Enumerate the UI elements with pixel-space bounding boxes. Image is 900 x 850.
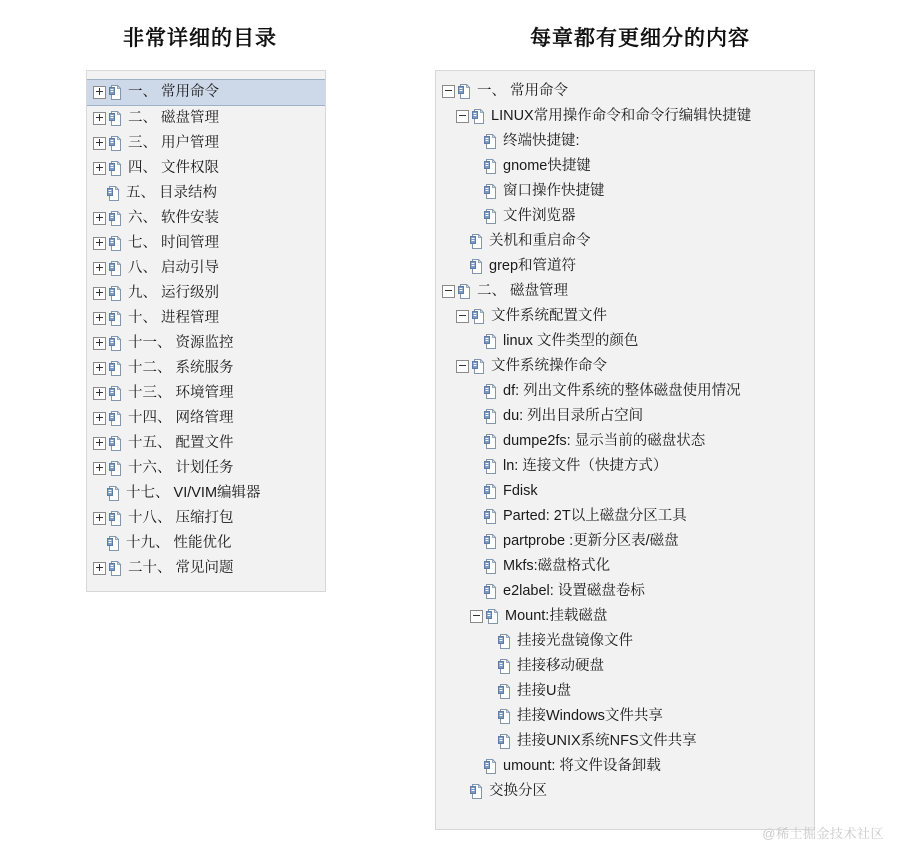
tree-node-label: 关机和重启命令 [489, 233, 591, 249]
tree-node-label: 二、 磁盘管理 [128, 110, 220, 126]
tree-node[interactable] [93, 106, 319, 131]
tree-node[interactable] [442, 654, 808, 679]
document-icon [484, 534, 497, 549]
tree-node-label: 文件浏览器 [503, 208, 576, 224]
tree-node-label: LINUX常用操作命令和命令行编辑快捷键 [491, 108, 752, 124]
expander-placeholder [93, 538, 104, 549]
tree-node[interactable] [442, 629, 808, 654]
collapse-minus-icon[interactable] [442, 285, 455, 298]
tree-node-label: 终端快捷键: [503, 133, 580, 149]
collapse-minus-icon[interactable] [456, 110, 469, 123]
document-icon [109, 161, 122, 176]
document-icon [484, 134, 497, 149]
document-icon [470, 259, 483, 274]
expander-placeholder [484, 711, 495, 722]
tree-node-label: Mkfs:磁盘格式化 [503, 558, 611, 574]
tree-node[interactable] [93, 256, 319, 281]
tree-node[interactable] [442, 229, 808, 254]
collapse-minus-icon[interactable] [442, 85, 455, 98]
tree-node[interactable] [442, 529, 808, 554]
expand-plus-icon[interactable] [93, 437, 106, 450]
document-icon [470, 784, 483, 799]
document-icon [484, 759, 497, 774]
tree-node[interactable] [442, 254, 808, 279]
document-icon [498, 634, 511, 649]
document-icon [484, 434, 497, 449]
expander-placeholder [470, 536, 481, 547]
tree-node-label: 十二、 系统服务 [128, 360, 234, 376]
document-icon [107, 486, 120, 501]
tree-node[interactable] [93, 206, 319, 231]
document-icon [498, 709, 511, 724]
tree-node-label: Fdisk [503, 483, 538, 499]
document-icon [472, 359, 485, 374]
tree-node[interactable] [442, 729, 808, 754]
expand-plus-icon[interactable] [93, 362, 106, 375]
tree-node-label: 交换分区 [489, 783, 547, 799]
tree-node-label: 挂接光盘镜像文件 [517, 633, 633, 649]
expand-plus-icon[interactable] [93, 312, 106, 325]
document-icon [484, 509, 497, 524]
tree-node-label: du: 列出目录所占空间 [503, 408, 644, 424]
tree-node-label: 十四、 网络管理 [128, 410, 234, 426]
document-icon [107, 186, 120, 201]
tree-node-label: Parted: 2T以上磁盘分区工具 [503, 508, 687, 524]
tree-node-label: 二、 磁盘管理 [477, 283, 569, 299]
tree-node[interactable] [93, 381, 319, 406]
watermark: @稀土掘金技术社区 [762, 826, 884, 841]
tree-node[interactable] [442, 304, 808, 329]
expand-plus-icon[interactable] [93, 462, 106, 475]
expand-plus-icon[interactable] [93, 512, 106, 525]
tree-node[interactable] [93, 231, 319, 256]
document-icon [472, 309, 485, 324]
expander-placeholder [470, 211, 481, 222]
tree-node-label: 文件系统配置文件 [491, 308, 607, 324]
tree-node-label: 十五、 配置文件 [128, 435, 234, 451]
expand-plus-icon[interactable] [93, 162, 106, 175]
expand-plus-icon[interactable] [93, 287, 106, 300]
tree-node[interactable] [442, 679, 808, 704]
tree-node[interactable] [442, 454, 808, 479]
expand-plus-icon[interactable] [93, 237, 106, 250]
document-icon [109, 261, 122, 276]
tree-node-label: 挂接Windows文件共享 [517, 708, 663, 724]
expander-placeholder [470, 436, 481, 447]
tree-node-label: ln: 连接文件（快捷方式） [503, 458, 668, 474]
tree-node[interactable] [442, 179, 808, 204]
expand-plus-icon[interactable] [93, 112, 106, 125]
expander-placeholder [470, 336, 481, 347]
tree-node[interactable] [442, 354, 808, 379]
tree-node[interactable] [93, 131, 319, 156]
expander-placeholder [470, 586, 481, 597]
tree-node[interactable] [93, 331, 319, 356]
document-icon [470, 234, 483, 249]
tree-node[interactable] [93, 556, 319, 581]
tree-node[interactable] [442, 604, 808, 629]
expander-placeholder [484, 636, 495, 647]
tree-node[interactable] [93, 306, 319, 331]
document-icon [109, 411, 122, 426]
expander-placeholder [484, 661, 495, 672]
tree-node-label: 六、 软件安装 [128, 210, 220, 226]
tree-node[interactable] [87, 79, 325, 106]
expander-placeholder [470, 511, 481, 522]
tree-node-label: 窗口操作快捷键 [503, 183, 605, 199]
document-icon [109, 311, 122, 326]
tree-node-label: 十八、 压缩打包 [128, 510, 234, 526]
document-icon [498, 659, 511, 674]
left-panel [0, 0, 430, 830]
document-icon [484, 209, 497, 224]
document-icon [109, 461, 122, 476]
tree-node-label: dumpe2fs: 显示当前的磁盘状态 [503, 433, 706, 449]
document-icon [484, 584, 497, 599]
document-icon [484, 184, 497, 199]
expander-placeholder [470, 411, 481, 422]
expander-placeholder [93, 188, 104, 199]
tree-node-label: 十一、 资源监控 [128, 335, 234, 351]
expander-placeholder [470, 561, 481, 572]
tree-node[interactable] [442, 129, 808, 154]
expand-plus-icon[interactable] [93, 262, 106, 275]
document-icon [484, 459, 497, 474]
tree-node[interactable] [442, 579, 808, 604]
expander-placeholder [456, 261, 467, 272]
left-tree[interactable] [86, 70, 326, 592]
document-icon [109, 436, 122, 451]
tree-node[interactable] [442, 779, 808, 804]
tree-node-label: umount: 将文件设备卸载 [503, 758, 661, 774]
expander-placeholder [93, 488, 104, 499]
tree-node-label: 一、 常用命令 [128, 84, 220, 100]
tree-node[interactable] [442, 279, 808, 304]
tree-node-label: 挂接U盘 [517, 683, 571, 699]
document-icon [109, 236, 122, 251]
tree-node-label: Mount:挂载磁盘 [505, 608, 608, 624]
document-icon [109, 561, 122, 576]
tree-node[interactable] [442, 329, 808, 354]
document-icon [484, 559, 497, 574]
tree-node[interactable] [93, 181, 319, 206]
document-icon [458, 284, 471, 299]
expander-placeholder [456, 236, 467, 247]
tree-node[interactable] [442, 154, 808, 179]
tree-node-label: 八、 启动引导 [128, 260, 220, 276]
tree-node[interactable] [442, 479, 808, 504]
collapse-minus-icon[interactable] [456, 310, 469, 323]
expander-placeholder [470, 386, 481, 397]
tree-node-label: 十六、 计划任务 [128, 460, 234, 476]
right-panel [430, 0, 900, 830]
tree-node-label: 十七、 VI/VIM编辑器 [126, 485, 261, 501]
expand-plus-icon[interactable] [93, 412, 106, 425]
tree-node[interactable] [442, 554, 808, 579]
expand-plus-icon[interactable] [93, 86, 106, 99]
tree-node[interactable] [93, 431, 319, 456]
expand-plus-icon[interactable] [93, 562, 106, 575]
expander-placeholder [470, 486, 481, 497]
tree-node[interactable] [93, 356, 319, 381]
document-icon [109, 511, 122, 526]
tree-node-label: 挂接移动硬盘 [517, 658, 604, 674]
tree-node[interactable] [442, 704, 808, 729]
collapse-minus-icon[interactable] [470, 610, 483, 623]
right-tree[interactable] [435, 70, 815, 830]
tree-node-label: df: 列出文件系统的整体磁盘使用情况 [503, 383, 741, 399]
tree-node-label: 十三、 环境管理 [128, 385, 234, 401]
tree-node-label: linux 文件类型的颜色 [503, 333, 639, 349]
expand-plus-icon[interactable] [93, 387, 106, 400]
expander-placeholder [484, 736, 495, 747]
tree-node-label: grep和管道符 [489, 258, 577, 274]
document-icon [458, 84, 471, 99]
tree-node-label: partprobe :更新分区表/磁盘 [503, 533, 679, 549]
tree-node-label: 十、 进程管理 [128, 310, 220, 326]
tree-node[interactable] [442, 429, 808, 454]
tree-node[interactable] [93, 456, 319, 481]
document-icon [109, 211, 122, 226]
document-icon [109, 361, 122, 376]
tree-node[interactable] [442, 754, 808, 779]
tree-node-label: 五、 目录结构 [126, 185, 218, 201]
expander-placeholder [470, 186, 481, 197]
document-icon [484, 484, 497, 499]
expander-placeholder [484, 686, 495, 697]
tree-node[interactable] [442, 79, 808, 104]
document-icon [484, 334, 497, 349]
expand-plus-icon[interactable] [93, 337, 106, 350]
document-icon [484, 159, 497, 174]
document-icon [498, 734, 511, 749]
tree-node[interactable] [442, 204, 808, 229]
tree-node-label: 二十、 常见问题 [128, 560, 234, 576]
document-icon [109, 136, 122, 151]
tree-node[interactable] [93, 481, 319, 506]
tree-node[interactable] [93, 531, 319, 556]
tree-node[interactable] [93, 406, 319, 431]
expander-placeholder [456, 786, 467, 797]
tree-node-label: 文件系统操作命令 [491, 358, 607, 374]
document-icon [109, 336, 122, 351]
expander-placeholder [470, 461, 481, 472]
tree-node-label: 三、 用户管理 [128, 135, 220, 151]
tree-node-label: 七、 时间管理 [128, 235, 220, 251]
expander-placeholder [470, 761, 481, 772]
document-icon [109, 286, 122, 301]
document-icon [109, 111, 122, 126]
document-icon [486, 609, 499, 624]
expand-plus-icon[interactable] [93, 137, 106, 150]
document-icon [498, 684, 511, 699]
tree-node-label: 一、 常用命令 [477, 83, 569, 99]
tree-node[interactable] [442, 379, 808, 404]
tree-node[interactable] [442, 404, 808, 429]
document-icon [109, 85, 122, 100]
document-icon [472, 109, 485, 124]
collapse-minus-icon[interactable] [456, 360, 469, 373]
document-icon [484, 409, 497, 424]
expand-plus-icon[interactable] [93, 212, 106, 225]
document-icon [484, 384, 497, 399]
right-panel-title: 每章都有更细分的内容 [530, 27, 750, 50]
tree-node[interactable] [93, 156, 319, 181]
left-panel-title: 非常详细的目录 [123, 27, 277, 50]
tree-node-label: 挂接UNIX系统NFS文件共享 [517, 733, 697, 749]
tree-node-label: 九、 运行级别 [128, 285, 220, 301]
tree-node[interactable] [442, 104, 808, 129]
tree-node-label: e2label: 设置磁盘卷标 [503, 583, 645, 599]
tree-node-label: 十九、 性能优化 [126, 535, 232, 551]
tree-node[interactable] [442, 504, 808, 529]
tree-node-label: gnome快捷键 [503, 158, 591, 174]
document-icon [107, 536, 120, 551]
document-icon [109, 386, 122, 401]
expander-placeholder [470, 161, 481, 172]
tree-node[interactable] [93, 506, 319, 531]
expander-placeholder [470, 136, 481, 147]
tree-node-label: 四、 文件权限 [128, 160, 220, 176]
tree-node[interactable] [93, 281, 319, 306]
